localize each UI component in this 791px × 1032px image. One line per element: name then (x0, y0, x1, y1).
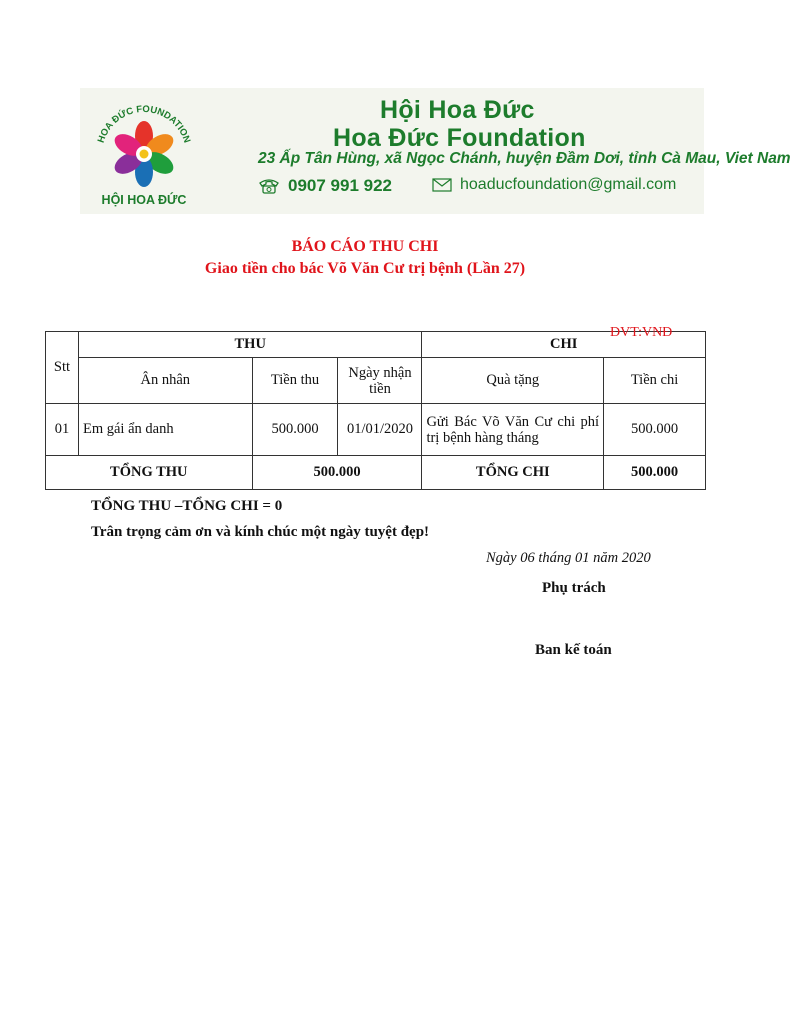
total-in-label: TỔNG THU (46, 456, 253, 490)
org-address: 23 Ấp Tân Hùng, xã Ngọc Chánh, huyện Đầm Dơi, tỉnh Cà Mau, Viet Nam (258, 150, 791, 167)
org-name-en: Hoa Đức Foundation (333, 124, 586, 152)
balance-summary: TỔNG THU –TỔNG CHI = 0 (91, 498, 283, 514)
row-date-in: 01/01/2020 (338, 404, 422, 456)
col-gift-header: Quà tặng (422, 358, 604, 404)
table-row (46, 404, 706, 456)
total-row (46, 456, 706, 490)
org-phone-line (258, 176, 392, 196)
row-gift: Gửi Bác Võ Văn Cư chi phí trị bệnh hàng tháng (422, 404, 604, 456)
row-amount-in: 500.000 (252, 404, 338, 456)
org-name-vi: Hội Hoa Đức (380, 96, 535, 124)
col-stt-header: Stt (46, 332, 79, 404)
org-email[interactable]: hoaducfoundation@gmail.com (460, 176, 677, 193)
org-email-line (432, 176, 676, 194)
group-chi-header: CHI (422, 332, 706, 358)
report-title: BÁO CÁO THU CHI (291, 238, 439, 255)
col-date-in-header: Ngày nhận tiền (338, 358, 422, 404)
header-banner (80, 88, 791, 214)
income-expense-table (45, 331, 706, 490)
org-phone: 0907 991 922 (288, 176, 392, 195)
col-amount-out-header: Tiền chi (604, 358, 706, 404)
row-stt: 01 (46, 404, 79, 456)
total-out-label: TỔNG CHI (422, 456, 604, 490)
currency-unit: ĐVT:VNĐ (610, 325, 673, 340)
group-thu-header: THU (78, 332, 421, 358)
logo-caption: HỘI HOA ĐỨC (101, 193, 187, 207)
flower-logo-icon (84, 92, 204, 210)
svg-text:HOA ĐỨC FOUNDATION: HOA ĐỨC FOUNDATION (95, 103, 193, 145)
total-in-value: 500.000 (252, 456, 422, 490)
report-subtitle: Giao tiền cho bác Võ Văn Cư trị bệnh (Lần 27) (204, 260, 526, 277)
report-date: Ngày 06 tháng 01 năm 2020 (486, 550, 651, 566)
envelope-icon (432, 178, 452, 192)
phone-icon (258, 178, 280, 194)
signer-accounting: Ban kế toán (535, 642, 612, 658)
row-amount-out: 500.000 (604, 404, 706, 456)
col-donor-header: Ân nhân (78, 358, 252, 404)
thanks-line: Trân trọng cảm ơn và kính chúc một ngày tuyệt đẹp! (91, 524, 430, 540)
col-amount-in-header: Tiền thu (252, 358, 338, 404)
total-out-value: 500.000 (604, 456, 706, 490)
row-donor: Em gái ẩn danh (78, 404, 252, 456)
signer-in-charge: Phụ trách (542, 580, 606, 596)
